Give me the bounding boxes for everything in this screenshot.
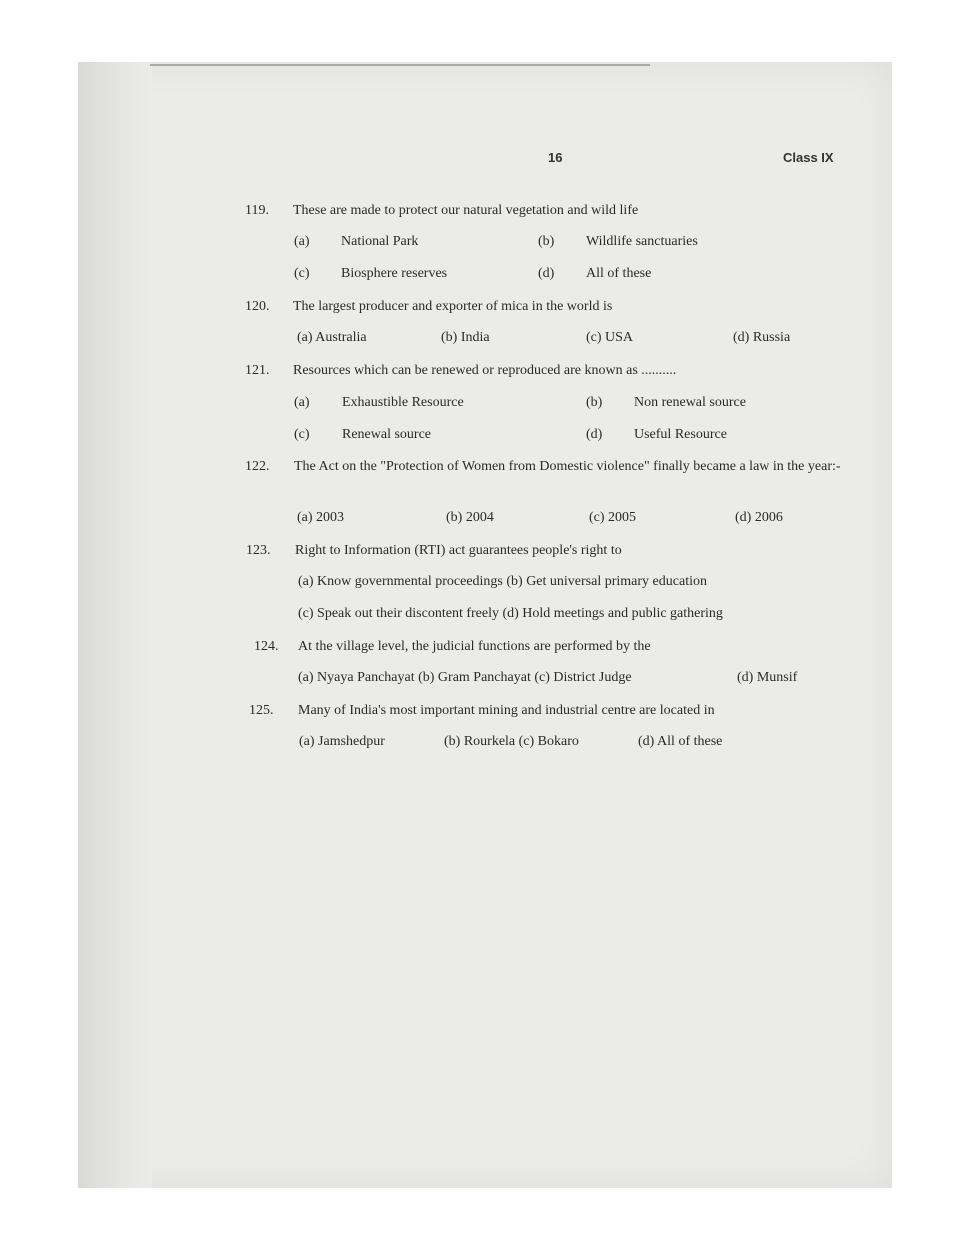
question-text: The Act on the "Protection of Women from Domestic violence" finally became a law in the year:- xyxy=(294,459,841,474)
option: (b) 2004 xyxy=(446,510,494,525)
option-text: National Park xyxy=(341,234,419,249)
option: (c) 2005 xyxy=(589,510,637,525)
option-line: (a) Nyaya Panchayat (b) Gram Panchayat (c) District Judge xyxy=(298,670,632,685)
question-number: 122. xyxy=(245,459,270,474)
option-letter: (d) xyxy=(538,266,555,281)
option: (b) Rourkela (c) Bokaro xyxy=(444,734,579,749)
option: (d) All of these xyxy=(638,734,723,749)
option: (a) Australia xyxy=(297,330,367,345)
option: (d) 2006 xyxy=(735,510,783,525)
question-122 xyxy=(245,458,875,498)
page-binding-edge xyxy=(78,62,152,1188)
question-number: 123. xyxy=(246,543,271,558)
option-text: Wildlife sanctuaries xyxy=(586,234,698,249)
option-text: Useful Resource xyxy=(634,427,727,442)
question-number: 119. xyxy=(245,203,269,218)
option-text: Biosphere reserves xyxy=(341,266,448,281)
option-letter: (a) xyxy=(294,234,310,249)
option-letter: (b) xyxy=(538,234,555,249)
question-text: Right to Information (RTI) act guarantees people's right to xyxy=(295,543,622,558)
page-number: 16 xyxy=(548,150,563,165)
option-line: (a) Know governmental proceedings (b) Get universal primary education xyxy=(298,574,707,589)
option: (c) USA xyxy=(586,330,634,345)
option-letter: (b) xyxy=(586,395,603,410)
option: (d) Munsif xyxy=(737,670,798,685)
option-text: Non renewal source xyxy=(634,395,746,410)
option-letter: (c) xyxy=(294,427,310,442)
question-text: The largest producer and exporter of mica in the world is xyxy=(293,299,613,314)
option-text: Exhaustible Resource xyxy=(342,395,464,410)
option: (a) Jamshedpur xyxy=(299,734,385,749)
question-number: 124. xyxy=(254,639,279,654)
option-text: All of these xyxy=(586,266,652,281)
question-text: Many of India's most important mining and industrial centre are located in xyxy=(298,703,715,718)
question-number: 121. xyxy=(245,363,270,378)
paper-sheet xyxy=(78,62,892,1188)
option-line: (c) Speak out their discontent freely (d) Hold meetings and public gathering xyxy=(298,606,723,621)
question-text: At the village level, the judicial functions are performed by the xyxy=(298,639,651,654)
option-letter: (d) xyxy=(586,427,603,442)
question-number: 125. xyxy=(249,703,274,718)
option-letter: (a) xyxy=(294,395,310,410)
class-label: Class IX xyxy=(783,150,834,165)
option: (d) Russia xyxy=(733,330,791,345)
top-rule xyxy=(150,64,650,66)
question-number: 120. xyxy=(245,299,270,314)
option-text: Renewal source xyxy=(342,427,432,442)
option-letter: (c) xyxy=(294,266,310,281)
question-text: Resources which can be renewed or reproduced are known as .......... xyxy=(293,363,677,378)
option: (b) India xyxy=(441,330,490,345)
question-text: These are made to protect our natural vegetation and wild life xyxy=(293,203,639,218)
option: (a) 2003 xyxy=(297,510,345,525)
